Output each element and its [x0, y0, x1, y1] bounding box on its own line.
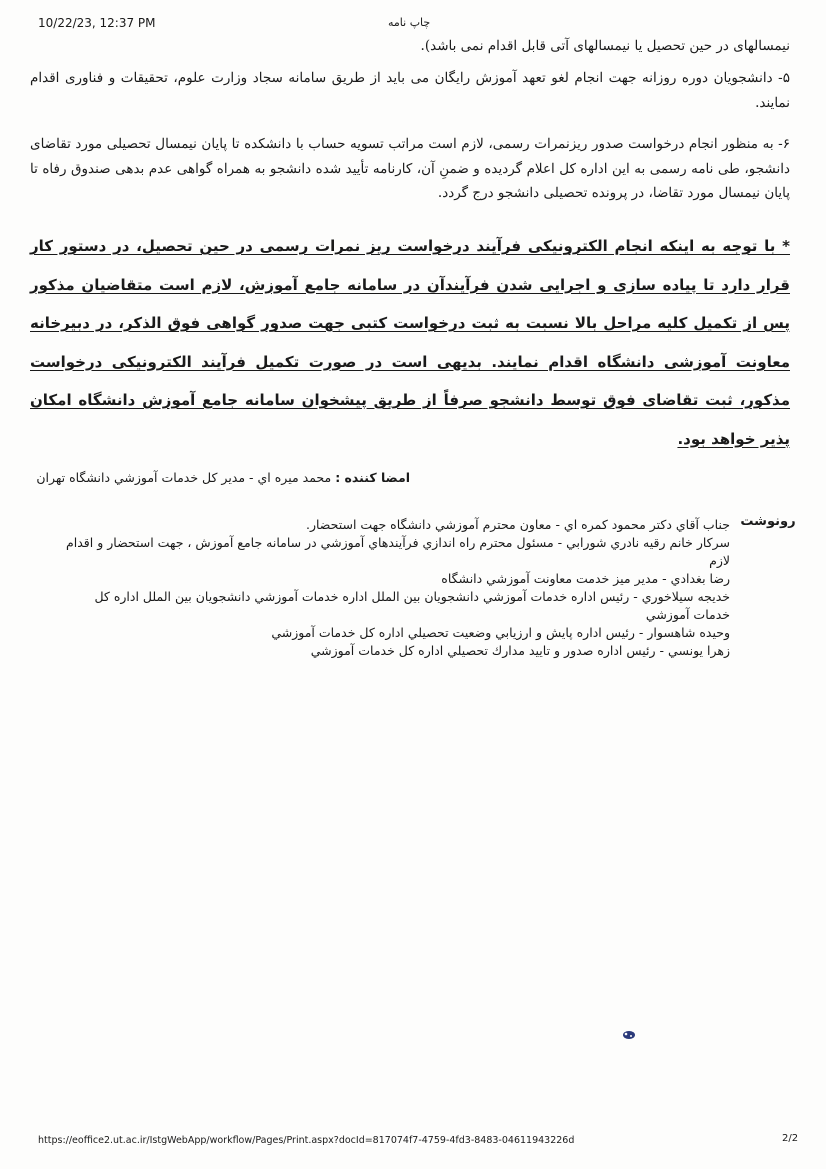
- signature-label: امضا کننده :: [335, 470, 410, 485]
- ink-mark-icon: [622, 1030, 636, 1040]
- print-title: چاپ نامه: [388, 16, 431, 29]
- paragraph-continuation: نیمسالهای در حین تحصیل یا نیمسالهای آتی قابل اقدام نمی باشد).: [420, 38, 790, 54]
- print-timestamp: 10/22/23, 12:37 PM: [38, 16, 156, 30]
- paragraph-item-6: ۶- به منظور انجام درخواست صدور ریزنمرات رسمی، لازم است مراتب تسویه حساب با دانشکده تا پایان نیمسال تحصیلی مورد تقاضای دانشجو، طی نامه رسمی به این اداره کل اعلام گردیده و ضمنِ آن، کارنامه تأیید شده دانشجو به همراه گواهی عدم بدهی صندوق رفاه تا پایان نیمسال مورد تقاضا، در پرونده تحصیلی دانشجو درج گردد.: [30, 136, 790, 201]
- cc-list: [60, 516, 730, 660]
- cc-line: زهرا یونسي - رئیس اداره صدور و تایید مدارك تحصیلي اداره کل خدمات آموزشي: [310, 643, 730, 658]
- paragraph-emphasis-note: * با توجه به اینکه انجام الکترونیکی فرآیند درخواست ریز نمرات رسمی در حین تحصیل، در دستور کار قرار دارد تا پیاده سازی و اجرایی شدن فرآیندآن در سامانه جامع آموزش، لازم است متقاضیان مذکور پس از تکمیل کلیه مراحل بالا نسبت به ثبت درخواست کتبی جهت صدور گواهی فوق الذکر، در دبیرخانه معاونت آموزشی دانشگاه اقدام نمایند. بدیهی است در صورت تکمیل فرآیند الکترونیکی درخواست مذکور، ثبت تقاضای فوق توسط دانشجو صرفاً از طریق پیشخوان سامانه جامع آموزش دانشگاه امکان پذیر خواهد بود.: [30, 237, 790, 448]
- cc-line: جناب آقاي دکتر محمود کمره اي - معاون محترم آموزشي دانشگاه جهت استحضار.: [305, 517, 730, 532]
- cc-line: خدیجه سیلاخوري - رئیس اداره خدمات آموزشي دانشجویان بین الملل اداره خدمات آموزشي دانشجویان بین الملل اداره کل خدمات آموزشي: [94, 589, 730, 622]
- cc-line: وحیده شاهسوار - رئیس اداره پایش و ارزیابي وضعیت تحصیلي اداره کل خدمات آموزشي: [271, 625, 730, 640]
- paragraph-item-5: ۵- دانشجویان دوره روزانه جهت انجام لغو تعهد آموزش رایگان می باید از طریق سامانه سجاد وزارت علوم، تحقیقات و فناوری اقدام نمایند.: [30, 70, 790, 111]
- cc-line: رضا بغدادي - مدیر میز خدمت معاونت آموزشي دانشگاه: [441, 571, 730, 586]
- footer-page-number: 2/2: [782, 1133, 799, 1144]
- signature-value: محمد میره اي - مدیر کل خدمات آموزشي دانشگاه تهران: [36, 470, 332, 485]
- cc-label: رونوشت: [740, 514, 796, 529]
- signature-line: [36, 470, 410, 485]
- cc-line: سرکار خانم رقیه نادري شورابي - مسئول محترم راه اندازي فرآیندهاي آموزشي در سامانه جامع آموزش ، جهت استحضار و اقدام لازم: [66, 535, 730, 568]
- footer-url: https://eoffice2.ut.ac.ir/IstgWebApp/workflow/Pages/Print.aspx?docId=817074f7-4759-4fd3-8483-04611943226d: [38, 1135, 575, 1146]
